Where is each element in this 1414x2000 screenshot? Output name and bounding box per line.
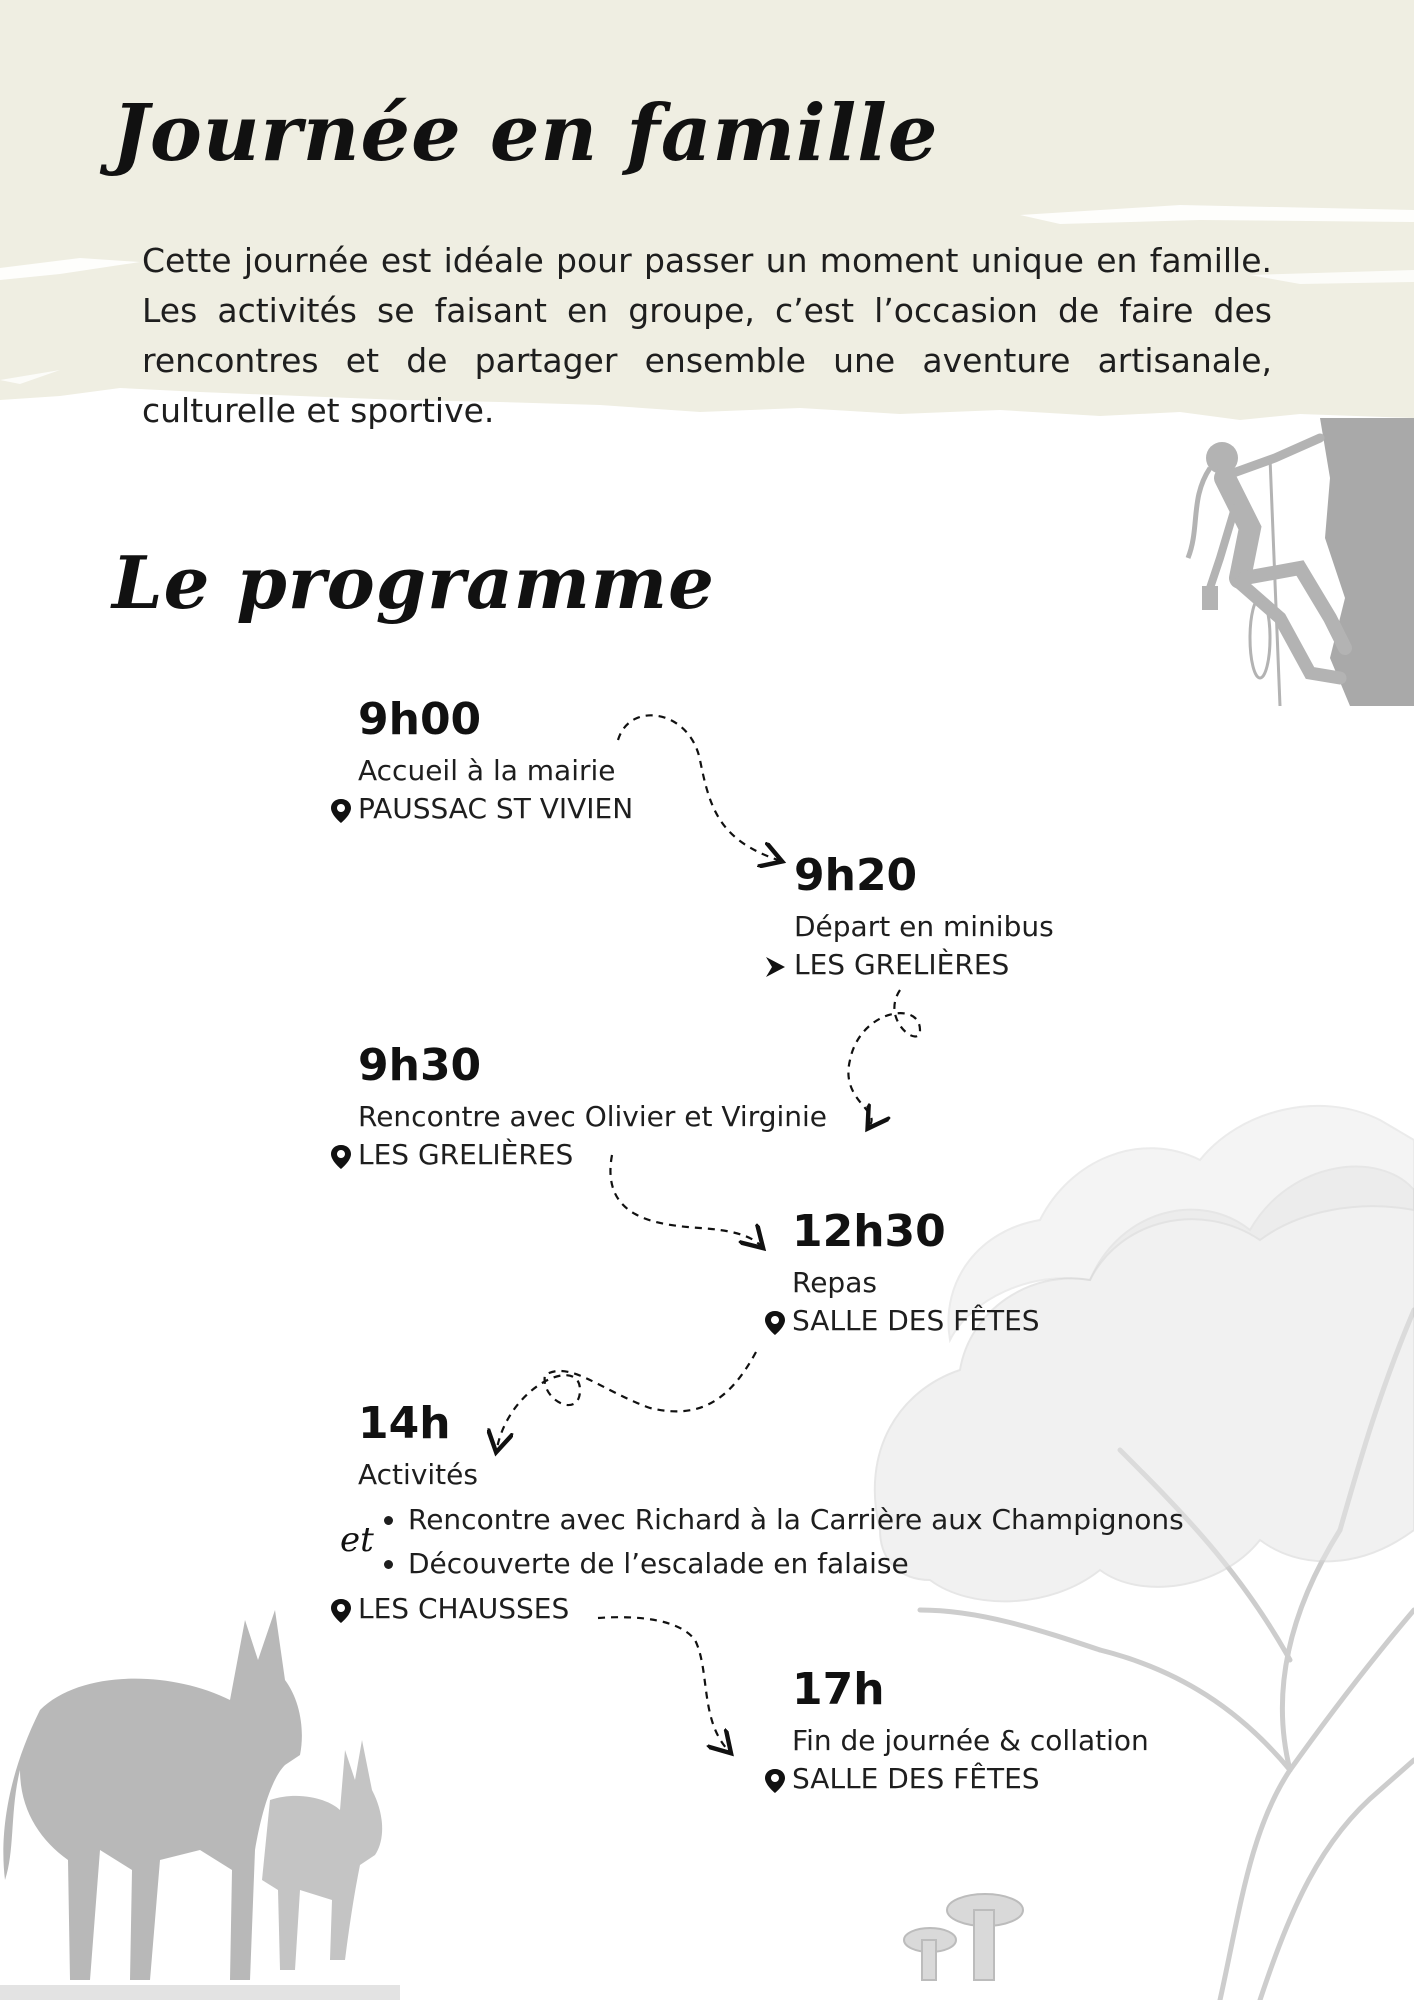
step-description: Activités [358, 1458, 478, 1491]
map-pin-icon [764, 1768, 786, 1794]
program-step-1230 [792, 1206, 1040, 1340]
step-location: SALLE DES FÊTES [792, 1760, 1149, 1798]
donkey-illustration [0, 1590, 400, 2000]
step-location: LES CHAUSSES [358, 1590, 1184, 1628]
program-step-0920 [794, 850, 1054, 984]
step-description: Rencontre avec Olivier et Virginie [358, 1100, 828, 1133]
connector-word: et [340, 1520, 374, 1560]
program-step-1700 [792, 1664, 1149, 1798]
connector-5 [598, 1617, 728, 1750]
step-description: Départ en minibus [794, 910, 1054, 943]
step-location: SALLE DES FÊTES [792, 1302, 1040, 1340]
step-time: 9h20 [794, 850, 918, 901]
program-step-0930 [358, 1040, 827, 1174]
map-pin-icon [330, 1144, 352, 1170]
step-time: 14h [358, 1398, 451, 1449]
list-item: • Découverte de l’escalade en falaise [408, 1542, 1184, 1586]
activity-list [358, 1498, 1184, 1586]
map-pin-icon [330, 1598, 352, 1624]
step-location: LES GRELIÈRES [794, 946, 1054, 984]
step-time: 9h30 [358, 1040, 482, 1091]
step-time: 12h30 [792, 1206, 946, 1257]
page-title: Journée en famille [112, 88, 939, 179]
arrow-right-icon [764, 956, 786, 978]
map-pin-icon [330, 798, 352, 824]
intro-paragraph: Cette journée est idéale pour passer un moment unique en famille. Les activités se faisant en groupe, c’est l’occasion de faire des rencontres et de partager ensemble une aventure artisanale, culturelle et sportive. [142, 241, 1272, 430]
step-description: Fin de journée & collation [792, 1724, 1149, 1757]
step-location: LES GRELIÈRES [358, 1136, 827, 1174]
step-time: 17h [792, 1664, 885, 1715]
program-title: Le programme [112, 540, 715, 625]
climber-illustration [1180, 418, 1414, 706]
list-item: • Rencontre avec Richard à la Carrière aux Champignons [408, 1498, 1184, 1542]
step-description: Repas [792, 1266, 877, 1299]
connector-1 [618, 715, 778, 860]
step-location: PAUSSAC ST VIVIEN [358, 790, 633, 828]
program-step-0900 [358, 694, 633, 828]
map-pin-icon [764, 1310, 786, 1336]
program-step-1400 [358, 1398, 1184, 1628]
step-time: 9h00 [358, 694, 482, 745]
step-description: Accueil à la mairie [358, 754, 616, 787]
